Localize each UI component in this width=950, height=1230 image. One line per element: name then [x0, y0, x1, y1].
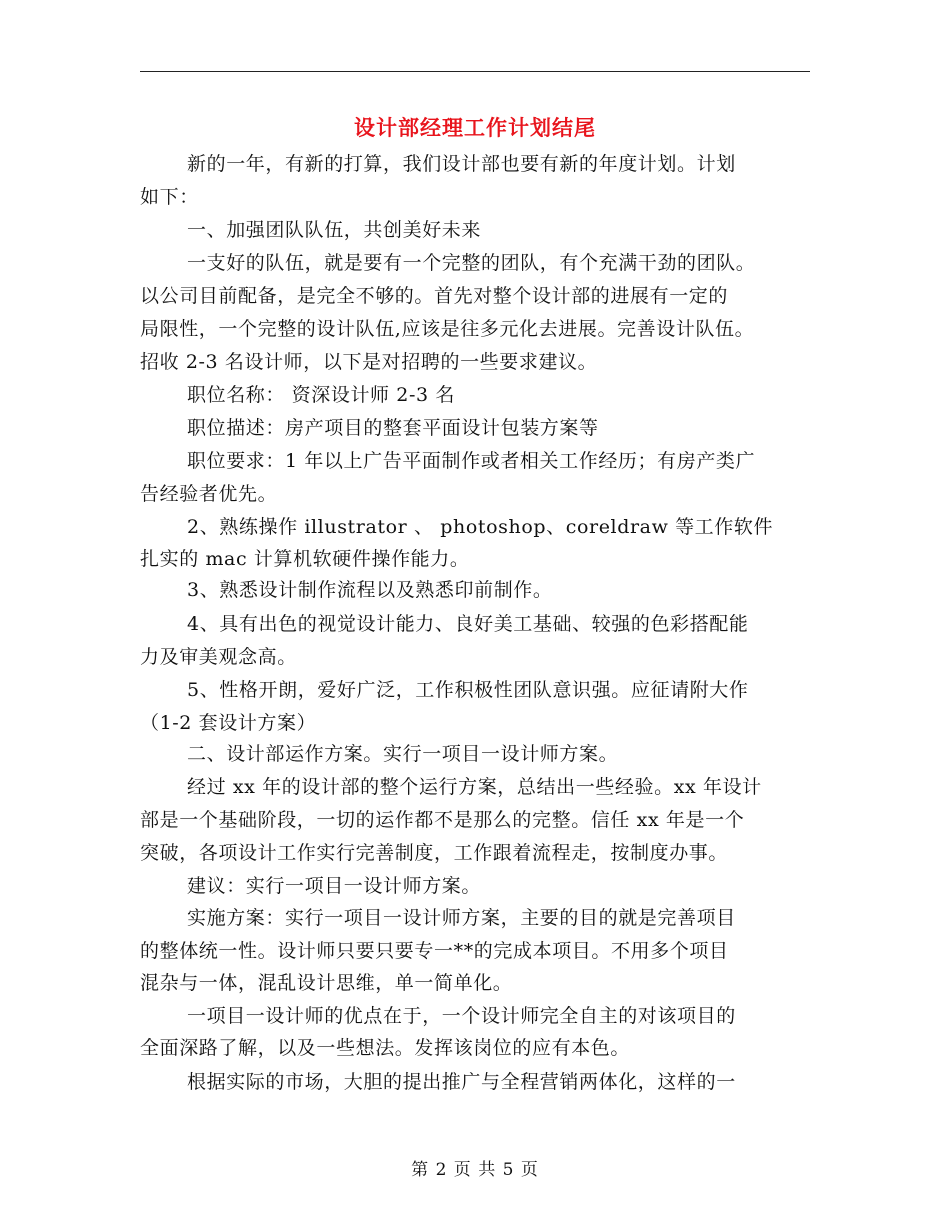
text-line: 一支好的队伍，就是要有一个完整的团队，有个充满干劲的团队。 — [187, 252, 756, 274]
text-line: 如下： — [140, 186, 199, 208]
text-line: 扎实的 mac 计算机软硬件操作能力。 — [140, 548, 470, 570]
header-rule — [140, 71, 810, 72]
document-title: 设计部经理工作计划结尾 — [354, 115, 596, 140]
text-line: 突破，各项设计工作实行完善制度，工作跟着流程走，按制度办事。 — [140, 842, 729, 864]
text-line: 的整体统一性。设计师只要只要专一**的完成本项目。不用多个项目 — [140, 940, 729, 962]
text-line: 告经验者优先。 — [140, 483, 278, 505]
text-line: 混杂与一体，混乱设计思维，单一简单化。 — [140, 972, 513, 994]
text-line: 职位名称： 资深设计师 2-3 名 — [187, 384, 455, 406]
text-line: 招收 2-3 名设计师，以下是对招聘的一些要求建议。 — [140, 351, 598, 373]
text-line: 3、熟悉设计制作流程以及熟悉印前制作。 — [187, 579, 553, 601]
text-line: 全面深路了解，以及一些想法。发挥该岗位的应有本色。 — [140, 1037, 631, 1059]
text-line: 力及审美观念高。 — [140, 646, 297, 668]
text-line: 一项目一设计师的优点在于，一个设计师完全自主的对该项目的 — [187, 1005, 736, 1027]
text-line: 一、加强团队队伍，共创美好未来 — [187, 219, 482, 241]
text-line: 经过 xx 年的设计部的整个运行方案，总结出一些经验。xx 年设计 — [187, 776, 762, 798]
text-line: 二、设计部运作方案。实行一项目一设计师方案。 — [187, 743, 619, 765]
text-line: 新的一年，有新的打算，我们设计部也要有新的年度计划。计划 — [187, 153, 736, 175]
text-line: 局限性，一个完整的设计队伍,应该是往多元化去进展。完善设计队伍。 — [140, 318, 755, 340]
text-line: 建议：实行一项目一设计师方案。 — [187, 875, 482, 897]
text-line: 5、性格开朗，爱好广泛，工作积极性团队意识强。应征请附大作 — [187, 679, 749, 701]
text-line: 4、具有出色的视觉设计能力、良好美工基础、较强的色彩搭配能 — [187, 613, 749, 635]
text-line: 职位描述：房产项目的整套平面设计包装方案等 — [187, 417, 599, 439]
page-footer: 第 2 页 共 5 页 — [411, 1160, 539, 1180]
text-line: 部是一个基础阶段，一切的运作都不是那么的完整。信任 xx 年是一个 — [140, 809, 745, 831]
text-line: 实施方案：实行一项目一设计师方案，主要的目的就是完善项目 — [187, 907, 736, 929]
text-line: 2、熟练操作 illustrator 、 photoshop、coreldraw 等工作软件 — [187, 516, 774, 538]
text-line: 根据实际的市场，大胆的提出推广与全程营销两体化，这样的一 — [187, 1071, 736, 1093]
text-line: 以公司目前配备，是完全不够的。首先对整个设计部的进展有一定的 — [140, 285, 729, 307]
text-line: （1-2 套设计方案） — [140, 712, 317, 734]
text-line: 职位要求：1 年以上广告平面制作或者相关工作经历；有房产类广 — [187, 450, 756, 472]
